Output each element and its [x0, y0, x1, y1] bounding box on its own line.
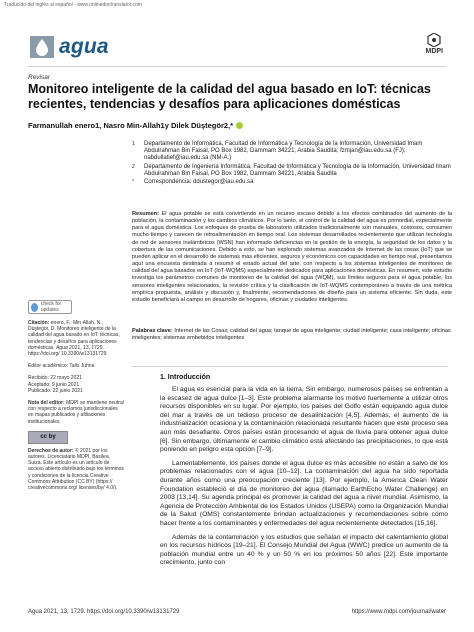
section-divider	[132, 366, 448, 367]
affiliation-number: 1	[132, 141, 135, 147]
journal-name: agua	[59, 35, 109, 58]
received-date: Recibido: 22 mayo 2021	[28, 375, 82, 382]
citation-text: enero, F.; Min-Allah, N.; Düştegör, D. Monitoreo inteligente de la calidad del agua basado en IoT: técnicas, tendencias y desafíos para aplicaciones domésticas.	[28, 320, 120, 351]
section-heading: 1. Introducción	[160, 374, 211, 381]
authors-text: Farmanullah enero1, Nasro Min-Allah1y Dilek Düştegör2,*	[28, 121, 234, 130]
editor-name: Talis Juhna	[69, 363, 95, 370]
dates-block	[28, 375, 124, 394]
publisher-logo	[426, 33, 444, 57]
water-drop-logo-icon	[30, 36, 54, 58]
affiliation-text: Departamento de Informática, Facultad de Informática y Tecnología de la Información, Universidad Imam Abdulrahman Bin Faisal, PO Box 1982, Dammam 34221, Arabia Saudita; fzmjan@iau.edu.sa (FJ); nabdullatief@iau.edu.sa (NM-A.)	[144, 141, 423, 162]
citation-ref[interactable]: 2021, 13, 1729. https://doi.org/ 10.3390/w13131729	[28, 344, 107, 358]
affiliation-item	[132, 164, 452, 178]
journal-logo	[30, 34, 109, 60]
article-category: Revisar	[28, 74, 51, 81]
accepted-date: Aceptado: 9 junio 2021	[28, 381, 80, 388]
footer-citation[interactable]: Agua 2021, 13, 1729. https://doi.org/10.3390/w13131729	[28, 609, 180, 615]
abstract	[132, 211, 452, 304]
article-sidebar	[28, 300, 124, 497]
citation-label: Citación:	[28, 320, 50, 326]
abstract-text: El agua potable se está convirtiendo en un recurso escaso debido a los efectos combinados del aumento de la población, la contaminación y los cambios climáticos. Por lo tanto, el control de la calidad del agua es primordial, especialmente para el agua doméstica. Los enfoques de prueba de laboratorio utilizados tradicionalmente son manuales, costosos, consumen mucho tiempo y carecen de retroalimentación en tiempo real. Los sistemas desarrollados recientemente que utilizan tecnología de red de sensores inalámbricos (WSN) han informado deficiencias en la gestión de la energía, la seguridad de los datos y la cobertura de las comunicaciones. Debido a esto, se han explorado sistemas avanzados de Internet de las cosas (IoT) que se pueden aplicar en el desarrollo de sistemas más eficientes, seguros y económicos con capacidades en tiempo real, presentamos aquí una encuesta destinada a resumir el estado actual del arte. con respecto a los sistemas inteligentes de monitoreo de calidad del agua basados en IoT (IoT-WQMS) especialmente dedicados para aplicaciones domésticas. En resumen, este estudio investiga los parámetros comunes de monitoreo de la calidad del agua (WQM), sus límites seguros para el agua potable, los sensores inteligentes relacionados, la revisión crítica y la clasificación de IoT-WQMS contemporáneo a través de una métrica empírica propuesta, análisis y discusión y, finalmente, recomendaciones de diseño para un sistema eficiente. Sin duda, este estudio beneficiará al campo en desarrollo de hogares, oficinas y ciudades inteligentes.	[132, 211, 452, 303]
affiliation-number: *	[132, 179, 134, 186]
check-updates-label: check for updates	[40, 300, 62, 313]
footer-journal-link[interactable]: https://www.mdpi.com/journal/water	[351, 609, 446, 615]
affiliation-number: 2	[132, 163, 135, 170]
translation-banner-text[interactable]: Traducido del inglés al español - www.onlinedoctranslator.com	[4, 2, 142, 8]
affiliation-item	[132, 179, 452, 186]
check-updates-icon	[31, 303, 38, 312]
article-authors	[28, 121, 243, 130]
translation-banner[interactable]	[0, 0, 474, 10]
affiliation-text: Departamento de Ingeniería Informática, Facultad de Informática y Tecnología de la Información, Universidad Imam Abdulrahman Bin Faisal, PO Box 1982, Dammam 34221, Arabia Saudita	[144, 163, 451, 177]
article-title: Monitoreo inteligente de la calidad del agua basado en IoT: técnicas recientes, tendencias y desafíos para aplicaciones domésticas	[28, 82, 431, 111]
keywords-text: Internet de las Cosas; calidad del agua; tanque de agua inteligente; ciudad inteligente; casa inteligente; oficinas inteligentes; sistemas embebidos inteligentes	[132, 328, 451, 342]
intro-paragraph: Además de la contaminación y los estudios que señalan el impacto del calentamiento global en los recursos hídricos [19–21]. El Consejo Mundial del Agua (WWC) predice un aumento de la población mundial entre un 40 % y un 50 % en los próximos 50 años [22]. Este importante crecimiento, junto con	[160, 533, 448, 567]
note-label: Nota del editor:	[28, 400, 65, 407]
note-text: MDPI se mantiene neutral con respecto a reclamos jurisdiccionales en mapas publicados y afiliaciones institucionales.	[28, 400, 124, 425]
publisher-name: MDPI	[425, 48, 443, 55]
published-date: Publicado: 22 junio 2021	[28, 387, 83, 394]
affiliations	[132, 141, 452, 187]
cc-license-badge[interactable]	[28, 431, 68, 444]
orcid-icon[interactable]	[236, 122, 243, 129]
mdpi-logo-icon	[427, 33, 441, 47]
introduction-body	[160, 386, 448, 573]
cc-label: cc by	[40, 434, 56, 441]
keywords-label: Palabras clave:	[132, 328, 173, 334]
citation-block	[28, 320, 124, 357]
check-for-updates-button[interactable]	[28, 300, 72, 314]
header-divider	[28, 66, 446, 67]
page-footer	[28, 609, 446, 615]
copyright-label: Derechos de autor:	[28, 447, 74, 454]
correspondence-text[interactable]: Correspondencia: ddustegor@iau.edu.sa	[144, 179, 254, 186]
publisher-note	[28, 400, 124, 425]
intro-paragraph: El agua es esencial para la vida en la tierra. Sin embargo, numerosos países se enfrentan a la escasez de agua dulce [1–3]. Este problema alarmante los motivó fuertemente a utilizar otros recursos disponibles en su lugar. Por ejemplo, los países del Golfo están equipando agua dulce del mar a través de un tedioso proceso de desalinización [4,5]. Además, el aumento de la industrialización ocasiona y la contaminación relacionada resultante hacen que este proceso sea aún más desafiante. Otros países están procesando el agua de lluvia para obtener agua dulce [6]. Sin embargo, últimamente el cambio climático está afectando las precipitaciones, lo que está poniendo en peligro esta opción [7–9].	[160, 386, 448, 454]
keywords	[132, 328, 452, 342]
copyright-block	[28, 448, 124, 491]
copyright-text: © 2021 por los autores. Licenciatario MDPI, Basilea, Suiza. Este artículo es un artículo de acceso abierto distribuido bajo los términos y condiciones de la licencia Creative Commons Attribution (CC BY) (https:// creativecommons.org/ licenses/by/ 4.0/).	[28, 447, 124, 492]
affiliation-item	[132, 141, 452, 163]
citation-journal: Agua	[56, 344, 68, 351]
editor-label: Editor académico:	[28, 363, 69, 370]
editor-block	[28, 363, 124, 369]
intro-paragraph: Lamentablemente, los países donde el agua dulce es más accesible no están a salvo de los problemas relacionados con el agua [10–12]. La contaminación del agua ha sido reportada durante años como una preocupación creciente [13]. Por ejemplo, la America Clean Water Foundation estableció el día de monitoreo del agua (llamado EarthEcho Water Challenge) en 2003 [13,14]. Su agenda principal es promover la calidad del agua a nivel mundial. Asimismo, la Agencia de Protección Ambiental de los Estados Unidos (USEPA) como la Organización Mundial de la Salud (OMS) constantemente brindan actualizaciones y recomendaciones sobre cómo hacer frente a los contaminantes y enfermedades del agua recientemente detectados [15,16].	[160, 459, 448, 527]
abstract-label: Resumen:	[132, 211, 160, 217]
